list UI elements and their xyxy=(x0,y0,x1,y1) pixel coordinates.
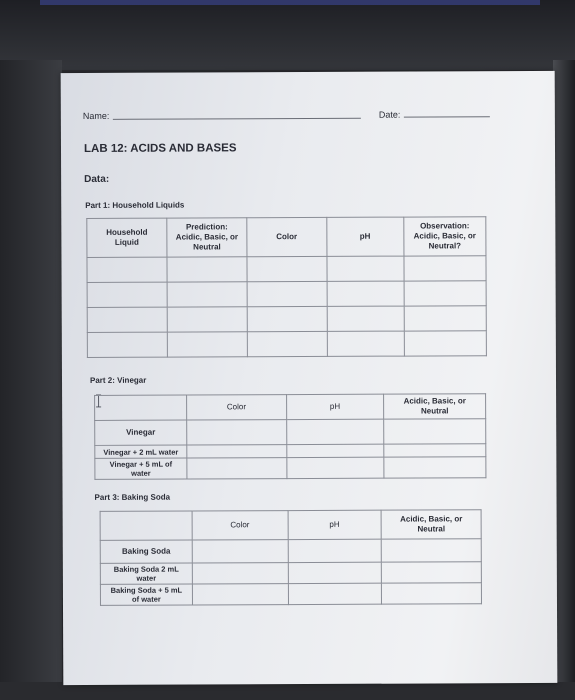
table-header-row xyxy=(100,510,481,541)
row-label: Baking Soda 2 mL water xyxy=(100,563,192,584)
header-cell-text: pH xyxy=(359,231,371,241)
worksheet-paper xyxy=(61,71,558,685)
header-color xyxy=(187,395,287,420)
header-color xyxy=(192,511,288,540)
table-cell[interactable] xyxy=(192,540,288,563)
table-row xyxy=(100,562,481,585)
header-ph xyxy=(326,217,403,256)
table-cell[interactable] xyxy=(247,331,327,356)
table-cell[interactable] xyxy=(247,281,327,306)
part2-heading: Part 2: Vinegar xyxy=(89,375,147,385)
table-header-row xyxy=(87,217,486,258)
table-row xyxy=(95,419,486,446)
table-cell[interactable] xyxy=(327,331,404,356)
header-cell-text: Prediction: Acidic, Basic, or Neutral xyxy=(175,222,239,252)
header-cell-text: pH xyxy=(329,401,341,411)
table-cell[interactable] xyxy=(288,583,382,604)
top-background xyxy=(0,0,575,70)
header-household-liquid xyxy=(87,218,167,257)
table-cell[interactable] xyxy=(192,563,288,584)
left-background xyxy=(0,60,62,700)
header-ph xyxy=(286,394,384,419)
table-cell[interactable] xyxy=(384,419,486,444)
table-cell[interactable] xyxy=(381,539,481,562)
date-blank-line xyxy=(404,116,490,117)
row-label: Baking Soda xyxy=(100,540,192,563)
table-cell[interactable] xyxy=(404,256,486,281)
table-cell[interactable] xyxy=(286,444,384,457)
table-cell[interactable] xyxy=(247,256,327,281)
header-cell-text: pH xyxy=(329,519,340,529)
table-cell[interactable] xyxy=(247,306,327,331)
table-cell[interactable] xyxy=(87,307,167,332)
table-cell[interactable] xyxy=(404,331,486,356)
header-acidic-basic-neutral xyxy=(381,510,481,539)
part1-heading: Part 1: Household Liquids xyxy=(85,200,185,210)
header-acidic-basic-neutral xyxy=(384,394,486,419)
table-row xyxy=(87,306,486,333)
header-blank xyxy=(95,395,187,420)
table-cell[interactable] xyxy=(286,419,384,444)
header-color xyxy=(247,217,327,256)
table-cell[interactable] xyxy=(167,307,247,332)
table-row xyxy=(87,281,486,308)
data-heading: Data: xyxy=(84,173,110,185)
header-cell-text: Color xyxy=(226,402,247,412)
part2-table xyxy=(94,393,486,480)
table-cell[interactable] xyxy=(187,445,287,458)
table-cell[interactable] xyxy=(288,562,382,583)
top-edge xyxy=(40,0,540,5)
table-cell[interactable] xyxy=(192,584,288,605)
row-label: Vinegar xyxy=(95,420,187,445)
table-cell[interactable] xyxy=(381,562,481,583)
name-blank-line xyxy=(113,118,361,120)
header-cell-text: Color xyxy=(276,232,298,242)
table-cell[interactable] xyxy=(87,282,167,307)
date-label: Date: xyxy=(378,109,401,120)
name-label: Name: xyxy=(82,110,110,121)
header-ph xyxy=(288,510,382,539)
header-prediction xyxy=(167,218,247,257)
row-label: Baking Soda + 5 mL of water xyxy=(100,584,192,605)
table-row xyxy=(100,539,481,564)
header-cell-text: Household Liquid xyxy=(106,227,148,247)
table-cell[interactable] xyxy=(384,444,486,457)
row-label: Vinegar + 2 mL water xyxy=(95,445,187,458)
table-cell[interactable] xyxy=(87,257,167,282)
table-row xyxy=(100,583,481,606)
header-cell-text: Acidic, Basic, or Neutral xyxy=(403,396,466,416)
table-cell[interactable] xyxy=(288,539,382,562)
table-cell[interactable] xyxy=(382,583,482,604)
table-cell[interactable] xyxy=(187,458,287,479)
table-cell[interactable] xyxy=(286,457,384,478)
header-cell-text: Acidic, Basic, or Neutral xyxy=(400,514,463,534)
table-row xyxy=(87,331,486,358)
table-cell[interactable] xyxy=(404,306,486,331)
part3-heading: Part 3: Baking Soda xyxy=(94,492,171,502)
page-title: LAB 12: ACIDS AND BASES xyxy=(83,142,237,155)
table-row xyxy=(87,256,486,283)
table-cell[interactable] xyxy=(167,282,247,307)
part3-table xyxy=(100,509,482,606)
table-cell[interactable] xyxy=(87,332,167,357)
table-header-row xyxy=(95,394,486,421)
table-cell[interactable] xyxy=(167,257,247,282)
table-cell[interactable] xyxy=(167,332,247,357)
table-cell[interactable] xyxy=(327,281,404,306)
row-label: Vinegar + 5 mL of water xyxy=(95,458,187,479)
table-cell[interactable] xyxy=(187,420,287,445)
header-cell-text: Observation: Acidic, Basic, or Neutral? xyxy=(413,221,476,251)
table-cell[interactable] xyxy=(326,256,403,281)
table-cell[interactable] xyxy=(404,281,486,306)
table-cell[interactable] xyxy=(384,457,486,478)
header-cell-text: Color xyxy=(230,520,250,530)
table-cell[interactable] xyxy=(327,306,404,331)
part1-table xyxy=(86,216,487,358)
table-row xyxy=(95,457,486,480)
header-blank xyxy=(100,511,192,540)
header-observation xyxy=(404,217,486,256)
